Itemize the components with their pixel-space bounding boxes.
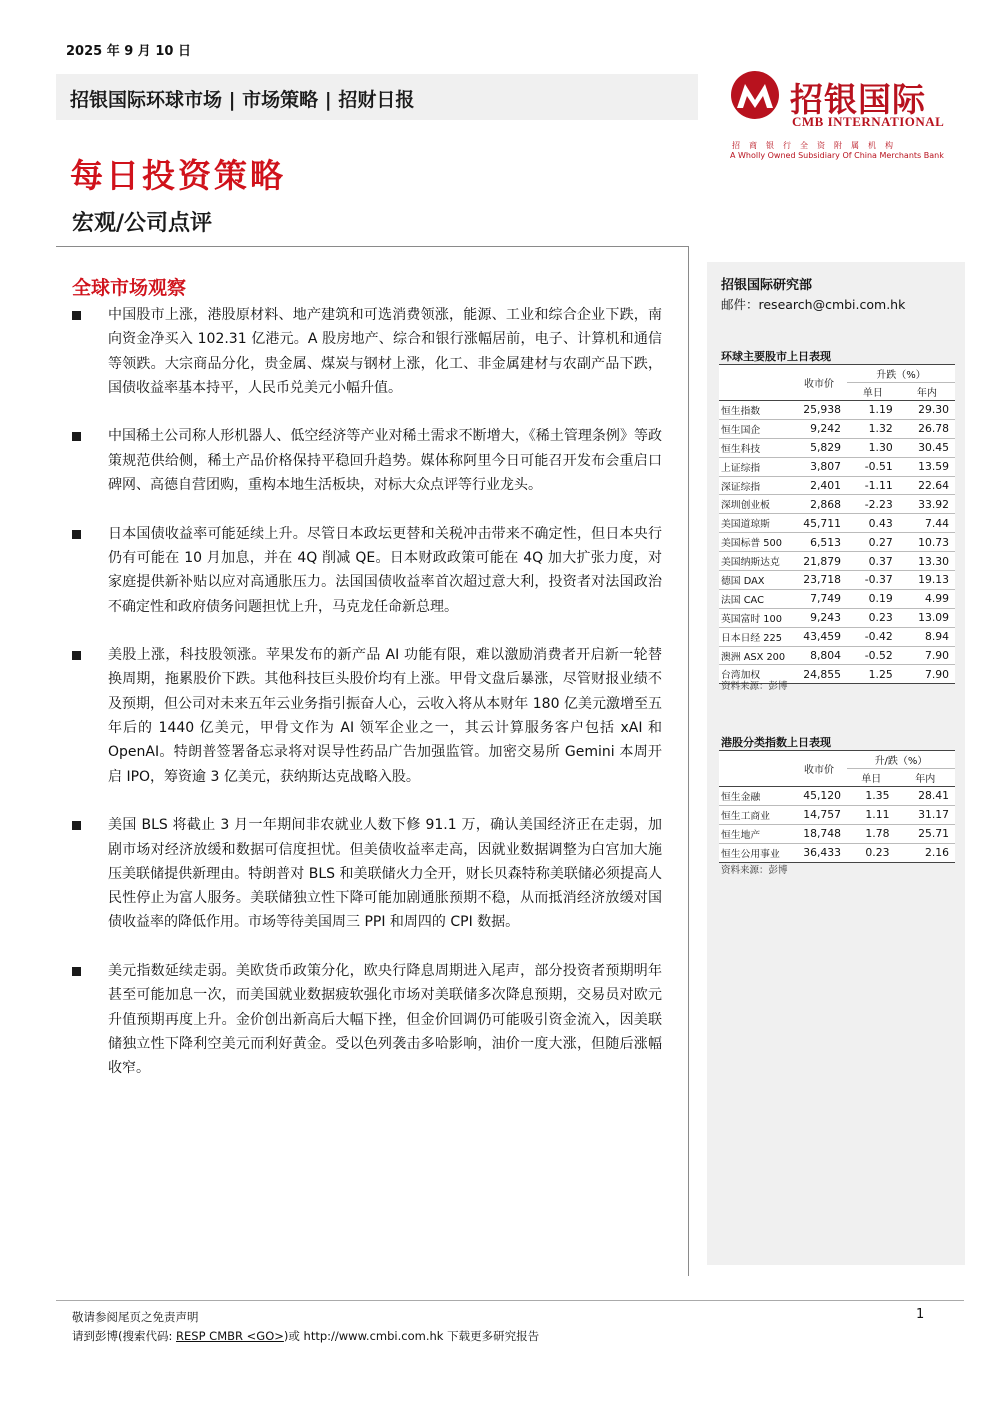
close-value: 36,433 xyxy=(791,843,847,862)
day-change: 0.23 xyxy=(847,608,899,627)
table-body xyxy=(719,787,955,863)
row-label: 澳洲 ASX 200 xyxy=(719,646,791,665)
table-row xyxy=(719,627,955,646)
page-number: 1 xyxy=(916,1307,925,1322)
col-day: 单日 xyxy=(847,769,895,787)
list-item xyxy=(72,303,662,400)
row-label: 上证综指 xyxy=(719,457,791,476)
table-body xyxy=(719,401,955,684)
ytd-change: 7.90 xyxy=(899,665,955,684)
row-label: 恒生公用事业 xyxy=(719,843,791,862)
table-row xyxy=(719,646,955,665)
row-label: 恒生科技 xyxy=(719,438,791,457)
row-label: 台湾加权 xyxy=(719,665,791,684)
day-change: 0.43 xyxy=(847,514,899,533)
table-row xyxy=(719,608,955,627)
title-divider xyxy=(56,246,688,247)
bullet-list xyxy=(72,303,662,1105)
section-title: 全球市场观察 xyxy=(72,277,187,299)
day-change: 0.37 xyxy=(847,552,899,571)
table-row xyxy=(719,419,955,438)
research-dept: 招银国际研究部 xyxy=(721,278,813,293)
table-row xyxy=(719,495,955,514)
square-bullet-icon xyxy=(72,432,81,441)
ytd-change: 26.78 xyxy=(899,419,955,438)
day-change: 1.25 xyxy=(847,665,899,684)
row-label: 日本日经 225 xyxy=(719,627,791,646)
company-logo xyxy=(724,68,964,160)
ytd-change: 13.30 xyxy=(899,552,955,571)
row-label: 恒生工商业 xyxy=(719,805,791,824)
day-change: 1.32 xyxy=(847,419,899,438)
row-label: 德国 DAX xyxy=(719,571,791,590)
table-row xyxy=(719,589,955,608)
day-change: -0.51 xyxy=(847,457,899,476)
day-change: -1.11 xyxy=(847,476,899,495)
square-bullet-icon xyxy=(72,821,81,830)
table-row xyxy=(719,552,955,571)
cmb-logo-icon xyxy=(728,70,782,120)
table-row xyxy=(719,805,955,824)
ytd-change: 13.09 xyxy=(899,608,955,627)
close-value: 43,459 xyxy=(791,627,847,646)
table-row xyxy=(719,843,955,862)
row-label: 美国纳斯达克 xyxy=(719,552,791,571)
col-ytd: 年内 xyxy=(899,383,955,401)
col-change: 升/跌（%） xyxy=(847,751,955,769)
close-value: 18,748 xyxy=(791,824,847,843)
ytd-change: 10.73 xyxy=(899,533,955,552)
row-label: 恒生金融 xyxy=(719,787,791,806)
bullet-text: 日本国债收益率可能延续上升。尽管日本政坛更替和关税冲击带来不确定性，但日本央行仍有可能在 10 月加息，并在 4Q 削减 QE。日本财政政策可能在 4Q 加大扩张力度，对家庭提供新补贴以应对高通胀压力。法国国债收益率首次超过意大利，投资者对法国政治不确定性和政府债务问题担忧上升，马克龙任命新总理。 xyxy=(108,525,662,615)
global-markets-table xyxy=(719,364,955,684)
ytd-change: 28.41 xyxy=(895,787,955,806)
day-change: -0.42 xyxy=(847,627,899,646)
bullet-text: 中国股市上涨，港股原材料、地产建筑和可选消费领涨，能源、工业和综合企业下跌，南向资金净买入 102.31 亿港元。A 股房地产、综合和银行涨幅居前，电子、计算机和通信等领跌。大宗商品分化，贵金属、煤炭与钢材上涨，化工、非金属建材与农副产品下跌，国债收益率基本持平，人民币兑美元小幅升值。 xyxy=(108,307,662,396)
table2-source: 资料来源：彭博 xyxy=(721,865,788,876)
col-close: 收市价 xyxy=(791,751,847,787)
table-row xyxy=(719,787,955,806)
row-label: 恒生国企 xyxy=(719,419,791,438)
close-value: 14,757 xyxy=(791,805,847,824)
ytd-change: 13.59 xyxy=(899,457,955,476)
square-bullet-icon xyxy=(72,311,81,320)
ytd-change: 2.16 xyxy=(895,843,955,862)
close-value: 24,855 xyxy=(791,665,847,684)
day-change: 1.30 xyxy=(847,438,899,457)
table-row xyxy=(719,514,955,533)
day-change: -0.37 xyxy=(847,571,899,590)
footer-divider xyxy=(56,1300,964,1301)
ytd-change: 33.92 xyxy=(899,495,955,514)
table-row xyxy=(719,476,955,495)
close-value: 8,804 xyxy=(791,646,847,665)
hk-sector-table-title: 港股分类指数上日表现 xyxy=(721,736,831,749)
page-subtitle: 宏观/公司点评 xyxy=(72,210,213,236)
logo-en-name: CMB INTERNATIONAL xyxy=(792,114,945,129)
ytd-change: 25.71 xyxy=(895,824,955,843)
row-label: 恒生指数 xyxy=(719,401,791,420)
ytd-change: 8.94 xyxy=(899,627,955,646)
close-value: 3,807 xyxy=(791,457,847,476)
row-label: 法国 CAC xyxy=(719,589,791,608)
col-day: 单日 xyxy=(847,383,899,401)
day-change: 1.19 xyxy=(847,401,899,420)
col-close: 收市价 xyxy=(791,365,847,401)
close-value: 45,711 xyxy=(791,514,847,533)
ytd-change: 7.44 xyxy=(899,514,955,533)
close-value: 2,401 xyxy=(791,476,847,495)
col-ytd: 年内 xyxy=(895,769,955,787)
close-value: 2,868 xyxy=(791,495,847,514)
bullet-text: 美国 BLS 将截止 3 月一年期间非农就业人数下修 91.1 万，确认美国经济正在走弱，加剧市场对经济放缓和数据可信度担忧。但美债收益率走高，因就业数据调整为白宫加大施压美联储提供新理由。特朗普对 BLS 和美联储火力全开，财长贝森特称美联储必须提高人民性停止为富人服务。美联储独立性下降可能加剧通胀预期不稳，从而抵消经济放缓对国债收益率的降低作用。市场等待美国周三 PPI 和周四的 CPI 数据。 xyxy=(108,817,662,931)
square-bullet-icon xyxy=(72,651,81,660)
ytd-change: 4.99 xyxy=(899,589,955,608)
list-item xyxy=(72,959,662,1080)
logo-cn-name: 招银国际 xyxy=(790,80,926,119)
day-change: 0.27 xyxy=(847,533,899,552)
table1-source: 资料来源：彭博 xyxy=(721,681,788,692)
logo-subsidiary-cn: 招商银行全资附属机构 xyxy=(732,141,902,150)
hk-sector-table xyxy=(719,750,955,863)
close-value: 25,938 xyxy=(791,401,847,420)
ytd-change: 22.64 xyxy=(899,476,955,495)
square-bullet-icon xyxy=(72,530,81,539)
close-value: 9,242 xyxy=(791,419,847,438)
row-label: 美国标普 500 xyxy=(719,533,791,552)
footer-download xyxy=(72,1328,539,1344)
footer-text-post: )或 http://www.cmbi.com.hk 下载更多研究报告 xyxy=(283,1329,540,1343)
close-value: 6,513 xyxy=(791,533,847,552)
row-label: 恒生地产 xyxy=(719,824,791,843)
sidebar xyxy=(707,262,965,1265)
header-bar: 招银国际环球市场 | 市场策略 | 招财日报 xyxy=(56,74,698,120)
close-value: 9,243 xyxy=(791,608,847,627)
square-bullet-icon xyxy=(72,967,81,976)
day-change: 1.78 xyxy=(847,824,895,843)
footer-text-pre: 请到彭博(搜索代码: xyxy=(72,1329,177,1343)
table-row xyxy=(719,571,955,590)
close-value: 5,829 xyxy=(791,438,847,457)
ytd-change: 30.45 xyxy=(899,438,955,457)
research-email: 邮件：research@cmbi.com.hk xyxy=(721,297,906,312)
ytd-change: 31.17 xyxy=(895,805,955,824)
row-label: 深圳创业板 xyxy=(719,495,791,514)
day-change: -2.23 xyxy=(847,495,899,514)
bloomberg-code-link[interactable]: RESP CMBR <GO> xyxy=(176,1329,284,1343)
table-row xyxy=(719,824,955,843)
bullet-text: 美股上涨，科技股领涨。苹果发布的新产品 AI 功能有限，难以激励消费者开启新一轮替换周期，拖累股价下跌。其他科技巨头股价均有上涨。甲骨文盘后暴涨，尽管财报业绩不及预期，但公司对未来五年云业务指引振奋人心，云收入将从本财年 180 亿美元激增至五年后的 1440 亿美元，甲骨文作为 AI 领军企业之一，其云计算服务客户包括 xAI 和 OpenAI。特朗普签署备忘录将对误导性药品广告加强监管。加密交易所 Gemini 本周开启 IPO，筹资逾 3 亿美元，获纳斯达克战略入股。 xyxy=(108,647,662,785)
day-change: 0.23 xyxy=(847,843,895,862)
close-value: 45,120 xyxy=(791,787,847,806)
close-value: 23,718 xyxy=(791,571,847,590)
bullet-text: 中国稀土公司称人形机器人、低空经济等产业对稀土需求不断增大，《稀土管理条例》等政策规范供给侧，稀土产品价格保持平稳回升趋势。媒体称阿里今日可能召开发布会重启口碑网、高德自营团购，重构本地生活板块，对标大众点评等行业龙头。 xyxy=(108,428,662,494)
day-change: 1.35 xyxy=(847,787,895,806)
column-divider xyxy=(688,246,689,1276)
close-value: 7,749 xyxy=(791,589,847,608)
ytd-change: 19.13 xyxy=(899,571,955,590)
list-item xyxy=(72,813,662,934)
list-item xyxy=(72,522,662,619)
day-change: 1.11 xyxy=(847,805,895,824)
bullet-text: 美元指数延续走弱。美欧货币政策分化，欧央行降息周期进入尾声，部分投资者预期明年甚至可能加息一次，而美国就业数据疲软强化市场对美联储多次降息预期，交易员对欧元升值预期再度上升。金价创出新高后大幅下挫，但金价回调仍可能吸引资金流入，因美联储独立性下降利空美元而利好黄金。受以色列袭击多哈影响，油价一度大涨，但随后涨幅收窄。 xyxy=(108,963,662,1077)
day-change: -0.52 xyxy=(847,646,899,665)
row-label: 美国道琼斯 xyxy=(719,514,791,533)
table-row xyxy=(719,438,955,457)
ytd-change: 7.90 xyxy=(899,646,955,665)
page-title: 每日投资策略 xyxy=(70,156,286,195)
row-label: 英国富时 100 xyxy=(719,608,791,627)
col-change: 升跌（%） xyxy=(847,365,955,383)
day-change: 0.19 xyxy=(847,589,899,608)
logo-subsidiary-en: A Wholly Owned Subsidiary Of China Merchants Bank xyxy=(730,151,944,160)
ytd-change: 29.30 xyxy=(899,401,955,420)
table-row xyxy=(719,457,955,476)
list-item xyxy=(72,643,662,789)
close-value: 21,879 xyxy=(791,552,847,571)
report-date: 2025 年 9 月 10 日 xyxy=(66,44,191,59)
global-markets-table-title: 环球主要股市上日表现 xyxy=(721,350,831,363)
footer-disclaimer: 敬请参阅尾页之免责声明 xyxy=(72,1310,199,1324)
table-row xyxy=(719,401,955,420)
row-label: 深证综指 xyxy=(719,476,791,495)
table-row xyxy=(719,533,955,552)
list-item xyxy=(72,424,662,497)
